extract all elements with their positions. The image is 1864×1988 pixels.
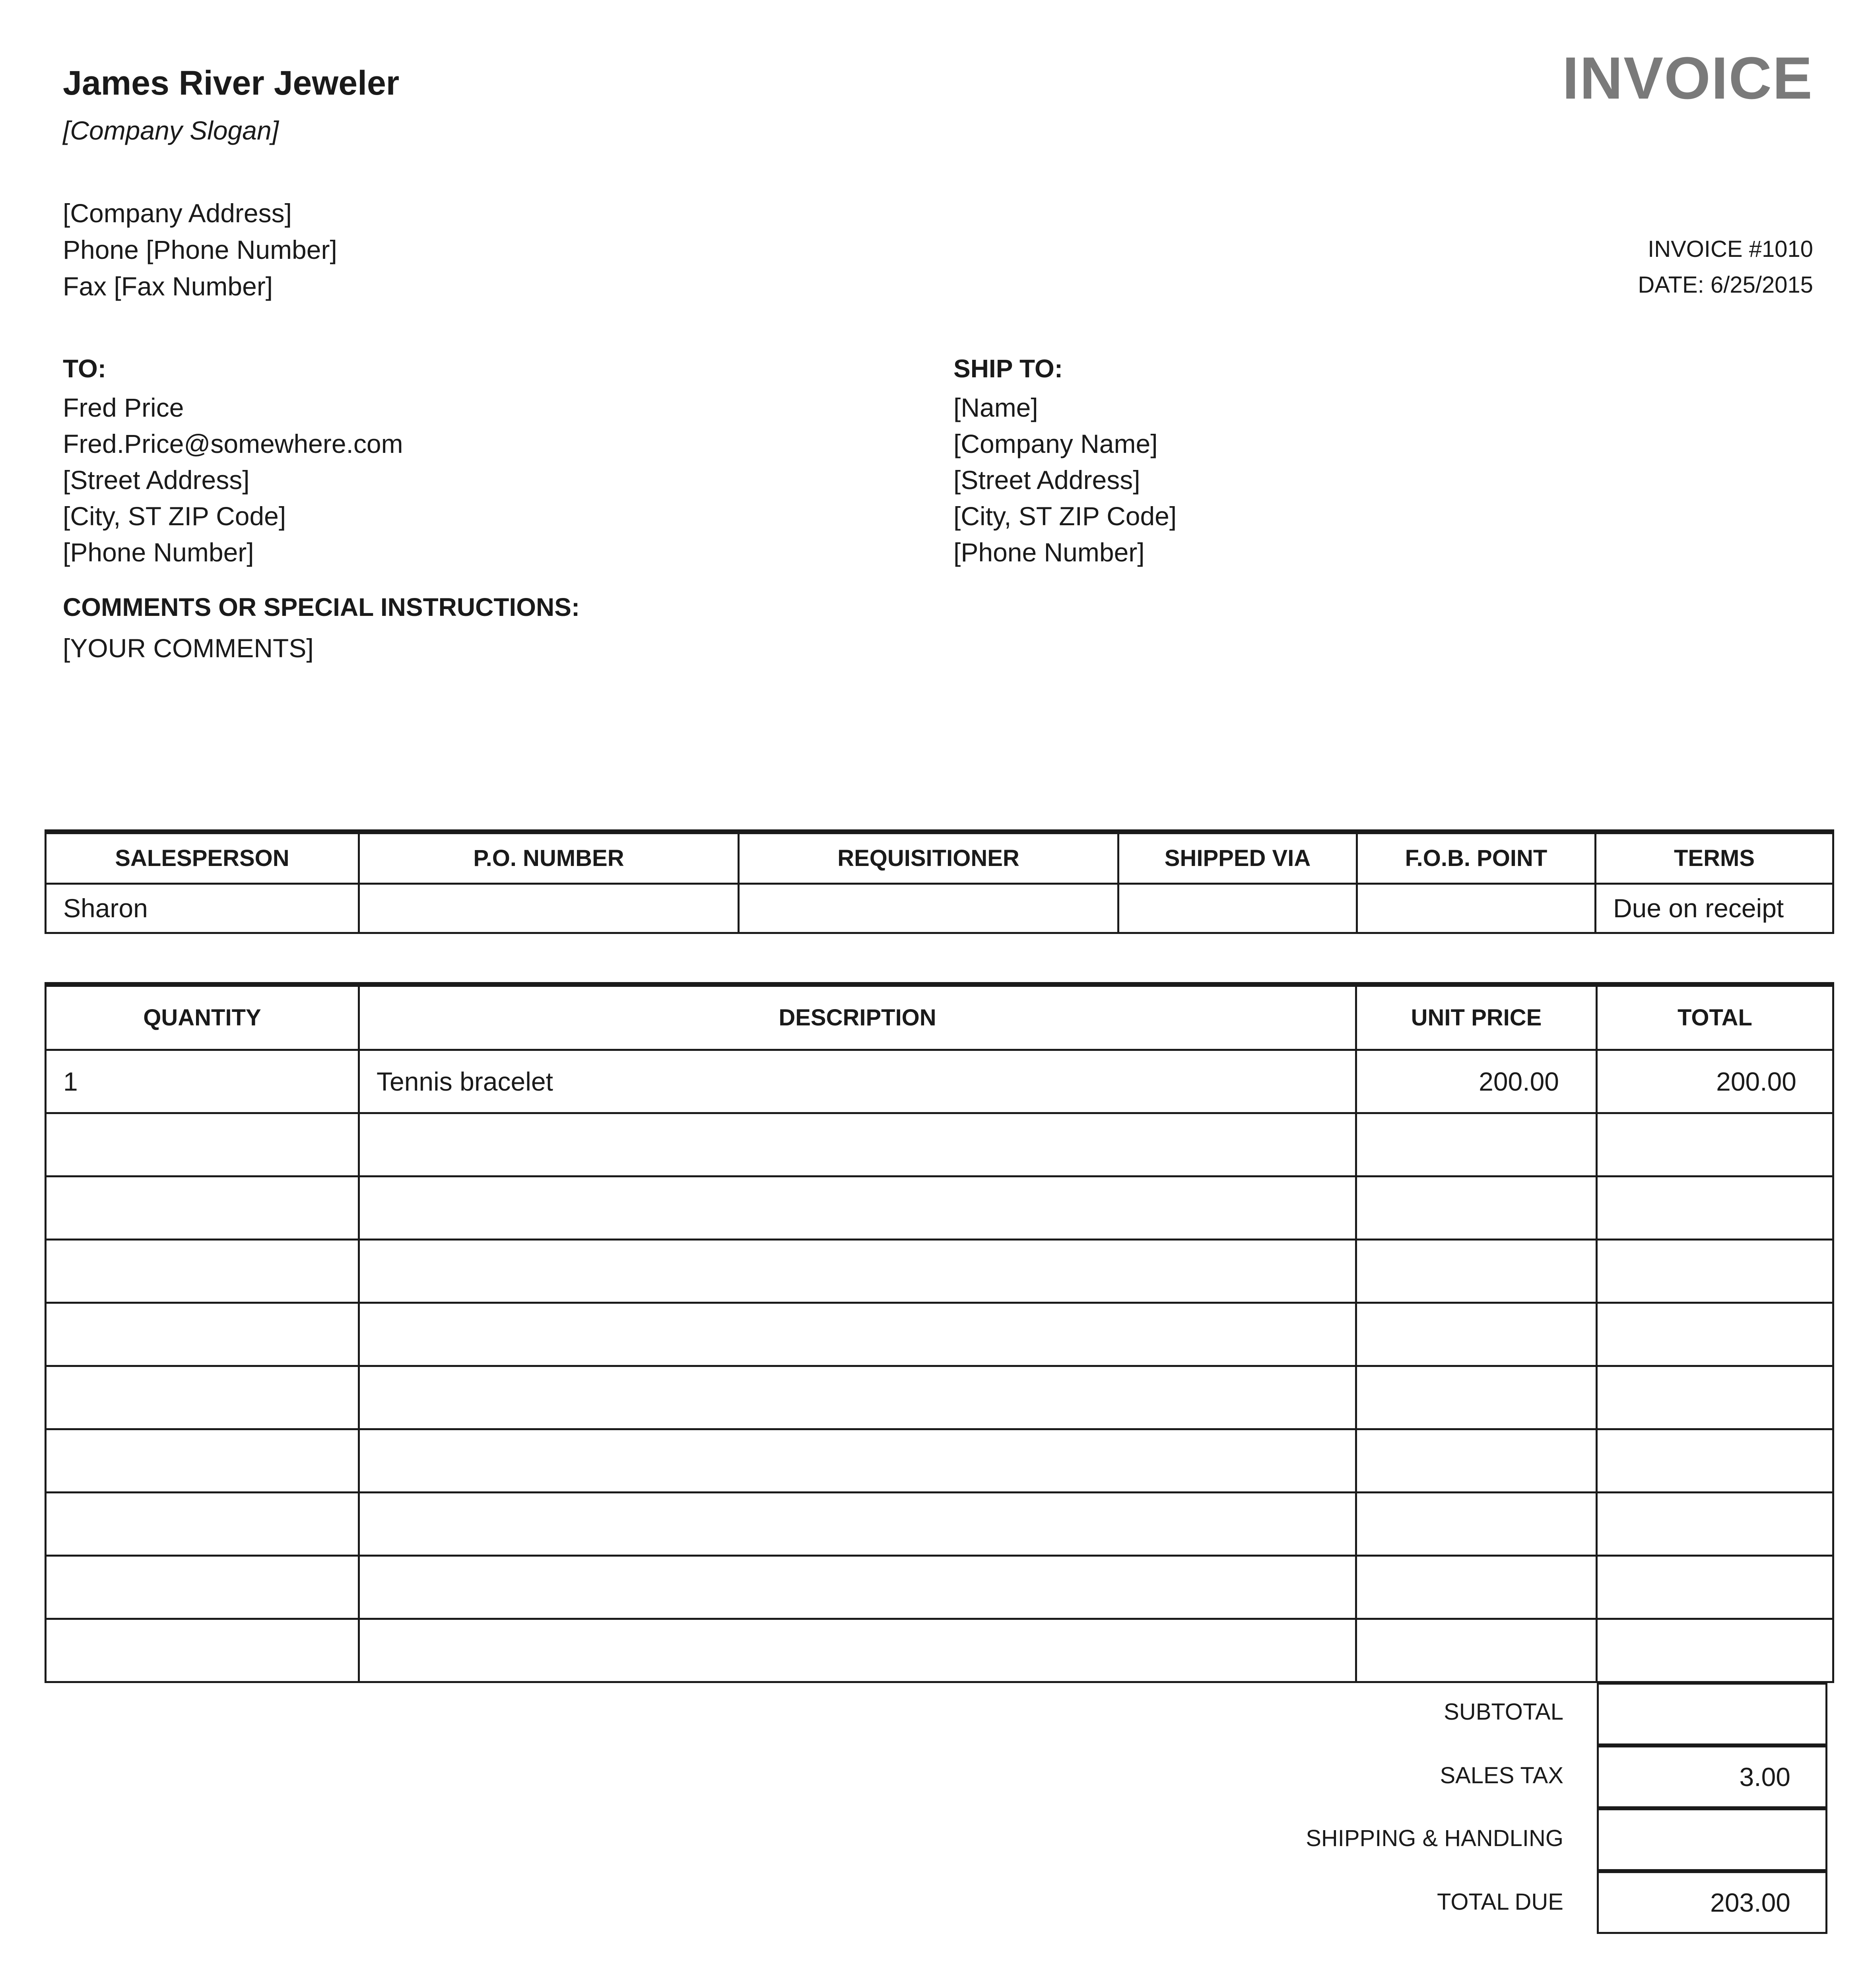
line-item-total	[1597, 1113, 1833, 1176]
bill-to-line: Fred Price	[63, 393, 184, 422]
line-item-description	[359, 1303, 1356, 1366]
header-salesperson: SALESPERSON	[46, 832, 359, 883]
subtotal-value	[1597, 1683, 1827, 1745]
line-item-total	[1597, 1366, 1833, 1429]
line-item-unit-price	[1356, 1176, 1597, 1239]
line-item-unit-price	[1356, 1492, 1597, 1555]
line-item-quantity	[46, 1429, 359, 1492]
line-item-row	[46, 1366, 1833, 1429]
order-info-header-row	[46, 832, 1833, 883]
ship-to-line: [City, ST ZIP Code]	[953, 501, 1177, 531]
header-requisitioner: REQUISITIONER	[739, 832, 1118, 883]
line-item-description	[359, 1619, 1356, 1682]
line-item-description	[359, 1239, 1356, 1303]
requisitioner-value	[739, 883, 1118, 933]
line-item-total	[1597, 1239, 1833, 1303]
company-address: [Company Address]	[63, 198, 292, 228]
line-item-unit-price	[1356, 1619, 1597, 1682]
comments-label: COMMENTS OR SPECIAL INSTRUCTIONS:	[63, 593, 580, 621]
line-item-quantity	[46, 1366, 359, 1429]
line-item-description	[359, 1176, 1356, 1239]
header-description: DESCRIPTION	[359, 984, 1356, 1050]
company-slogan: [Company Slogan]	[63, 116, 279, 145]
line-item-description	[359, 1113, 1356, 1176]
line-item-total	[1597, 1555, 1833, 1619]
line-item-quantity	[46, 1239, 359, 1303]
line-item-total	[1597, 1176, 1833, 1239]
order-info-table	[45, 829, 1834, 934]
line-item-row	[46, 1619, 1833, 1682]
line-item-description	[359, 1555, 1356, 1619]
sales-tax-value: 3.00	[1597, 1745, 1827, 1808]
line-item-quantity: 1	[46, 1050, 359, 1113]
company-phone: Phone [Phone Number]	[63, 235, 337, 264]
line-items-body	[46, 1050, 1833, 1682]
po-number-value	[359, 883, 739, 933]
header-quantity: QUANTITY	[46, 984, 359, 1050]
line-item-unit-price	[1356, 1303, 1597, 1366]
bill-to-line: Fred.Price@somewhere.com	[63, 429, 403, 458]
line-item-unit-price	[1356, 1555, 1597, 1619]
line-item-row	[46, 1492, 1833, 1555]
comments-text: [YOUR COMMENTS]	[63, 633, 314, 663]
bill-to-label: TO:	[63, 354, 107, 383]
line-item-quantity	[46, 1492, 359, 1555]
company-fax: Fax [Fax Number]	[63, 272, 273, 301]
line-item-quantity	[46, 1555, 359, 1619]
line-item-quantity	[46, 1619, 359, 1682]
line-item-unit-price	[1356, 1429, 1597, 1492]
header-po-number: P.O. NUMBER	[359, 832, 739, 883]
ship-to-line: [Name]	[953, 393, 1038, 422]
shipped-via-value	[1118, 883, 1357, 933]
bill-to-line: [City, ST ZIP Code]	[63, 501, 286, 531]
invoice-number: INVOICE #1010	[1648, 236, 1813, 262]
line-item-quantity	[46, 1176, 359, 1239]
total-due-value: 203.00	[1597, 1871, 1827, 1934]
line-item-quantity	[46, 1303, 359, 1366]
line-item-row	[46, 1113, 1833, 1176]
line-item-unit-price	[1356, 1366, 1597, 1429]
header-shipped-via: SHIPPED VIA	[1118, 832, 1357, 883]
line-item-unit-price: 200.00	[1356, 1050, 1597, 1113]
shipping-value	[1597, 1808, 1827, 1871]
line-item-unit-price	[1356, 1239, 1597, 1303]
sales-tax-label: SALES TAX	[1440, 1763, 1563, 1788]
ship-to-line: [Company Name]	[953, 429, 1158, 458]
header-unit-price: UNIT PRICE	[1356, 984, 1597, 1050]
company-name: James River Jeweler	[63, 64, 400, 102]
line-items-table	[45, 982, 1834, 1683]
line-items-header-row	[46, 984, 1833, 1050]
bill-to-address	[63, 390, 403, 571]
header-terms: TERMS	[1596, 832, 1833, 883]
line-item-row	[46, 1303, 1833, 1366]
ship-to-line: [Phone Number]	[953, 538, 1145, 567]
invoice-meta	[1638, 231, 1813, 303]
bill-to-line: [Street Address]	[63, 465, 250, 495]
line-item-total: 200.00	[1597, 1050, 1833, 1113]
line-item-quantity	[46, 1113, 359, 1176]
invoice-title: INVOICE	[1562, 45, 1813, 111]
salesperson-value: Sharon	[46, 883, 359, 933]
line-item-total	[1597, 1303, 1833, 1366]
ship-to-label: SHIP TO:	[953, 354, 1063, 383]
line-item-total	[1597, 1492, 1833, 1555]
terms-value: Due on receipt	[1596, 883, 1833, 933]
line-item-row	[46, 1239, 1833, 1303]
invoice-date: DATE: 6/25/2015	[1638, 272, 1813, 298]
line-item-description	[359, 1366, 1356, 1429]
ship-to-line: [Street Address]	[953, 465, 1140, 495]
line-item-row	[46, 1050, 1833, 1113]
line-item-total	[1597, 1429, 1833, 1492]
subtotal-label: SUBTOTAL	[1444, 1699, 1563, 1725]
line-item-row	[46, 1555, 1833, 1619]
header-total: TOTAL	[1597, 984, 1833, 1050]
line-item-description	[359, 1429, 1356, 1492]
bill-to-line: [Phone Number]	[63, 538, 254, 567]
shipping-label: SHIPPING & HANDLING	[1306, 1825, 1563, 1851]
fob-point-value	[1357, 883, 1596, 933]
company-address-block	[63, 195, 337, 305]
header-fob-point: F.O.B. POINT	[1357, 832, 1596, 883]
total-due-label: TOTAL DUE	[1437, 1889, 1563, 1915]
line-item-total	[1597, 1619, 1833, 1682]
order-info-value-row	[46, 883, 1833, 933]
ship-to-address	[953, 390, 1177, 571]
line-item-description	[359, 1492, 1356, 1555]
line-item-description: Tennis bracelet	[359, 1050, 1356, 1113]
line-item-unit-price	[1356, 1113, 1597, 1176]
line-item-row	[46, 1176, 1833, 1239]
line-item-row	[46, 1429, 1833, 1492]
